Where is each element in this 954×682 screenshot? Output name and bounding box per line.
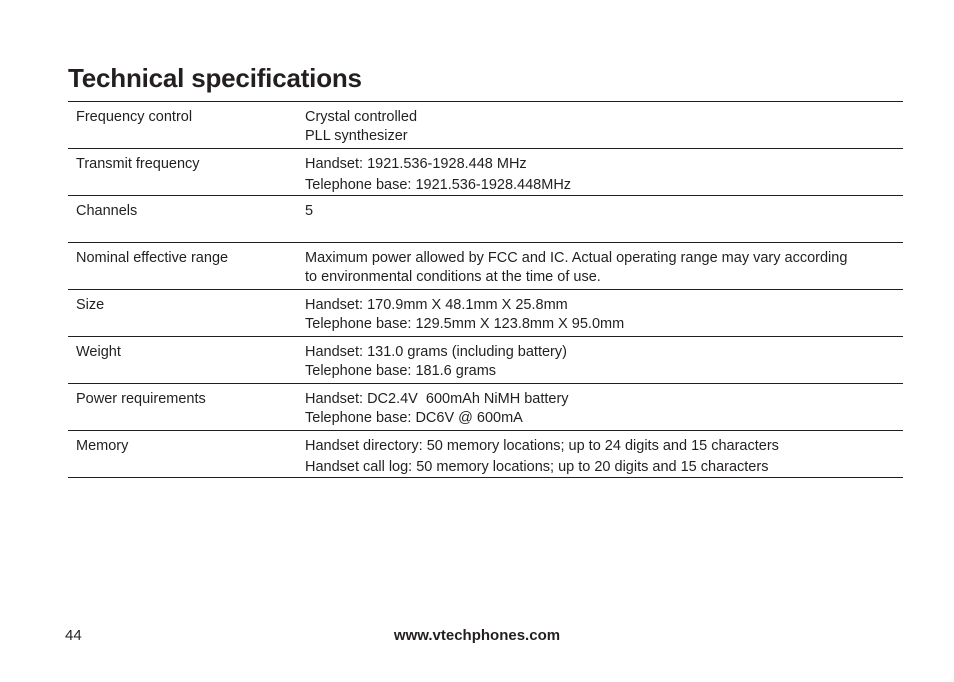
spec-value — [305, 296, 893, 334]
spec-value — [305, 343, 893, 381]
table-row — [68, 384, 903, 431]
spec-value-line: Crystal controlled — [305, 109, 418, 125]
footer-url: www.vtechphones.com — [393, 627, 561, 644]
spec-value-line: Handset directory: 50 memory locations; up to 24 digits and 15 characters — [305, 438, 779, 454]
page-title: Technical specifications — [68, 63, 362, 93]
table-row — [68, 337, 903, 384]
spec-value — [305, 108, 893, 146]
spec-value-line: Maximum power allowed by FCC and IC. Actual operating range may vary according — [305, 250, 848, 266]
spec-value-line: PLL synthesizer — [305, 128, 408, 144]
spec-value-line: Handset call log: 50 memory locations; up to 20 digits and 15 characters — [305, 459, 769, 475]
spec-value — [305, 390, 893, 428]
page-number: 44 — [65, 627, 82, 644]
spec-value — [305, 155, 893, 195]
spec-label: Channels — [76, 203, 138, 219]
spec-value-line: Handset: 131.0 grams (including battery) — [305, 344, 567, 360]
spec-label: Power requirements — [76, 391, 206, 407]
spec-value-line: Handset: 170.9mm X 48.1mm X 25.8mm — [305, 297, 568, 313]
spec-value-line: to environmental conditions at the time of use. — [305, 269, 601, 285]
table-row — [68, 243, 903, 290]
spec-label: Memory — [76, 438, 129, 454]
spec-value-line: 5 — [305, 203, 314, 219]
spec-label: Size — [76, 297, 105, 313]
spec-label: Transmit frequency — [76, 156, 200, 172]
table-row — [68, 431, 903, 478]
table-row — [68, 102, 903, 149]
table-row — [68, 196, 903, 243]
spec-label: Weight — [76, 344, 121, 360]
spec-label: Nominal effective range — [76, 250, 229, 266]
spec-value-line: Telephone base: DC6V @ 600mA — [305, 410, 523, 426]
spec-label: Frequency control — [76, 109, 193, 125]
spec-value — [305, 202, 893, 221]
spec-value — [305, 249, 893, 287]
spec-value — [305, 437, 893, 477]
spec-value-line: Telephone base: 129.5mm X 123.8mm X 95.0mm — [305, 316, 625, 332]
table-row — [68, 290, 903, 337]
table-row — [68, 149, 903, 196]
spec-value-line: Telephone base: 181.6 grams — [305, 363, 497, 379]
spec-table — [68, 101, 903, 478]
spec-value-line: Handset: 1921.536-1928.448 MHz — [305, 156, 527, 172]
spec-value-line: Telephone base: 1921.536-1928.448MHz — [305, 177, 572, 193]
spec-value-line: Handset: DC2.4V 600mAh NiMH battery — [305, 391, 569, 407]
